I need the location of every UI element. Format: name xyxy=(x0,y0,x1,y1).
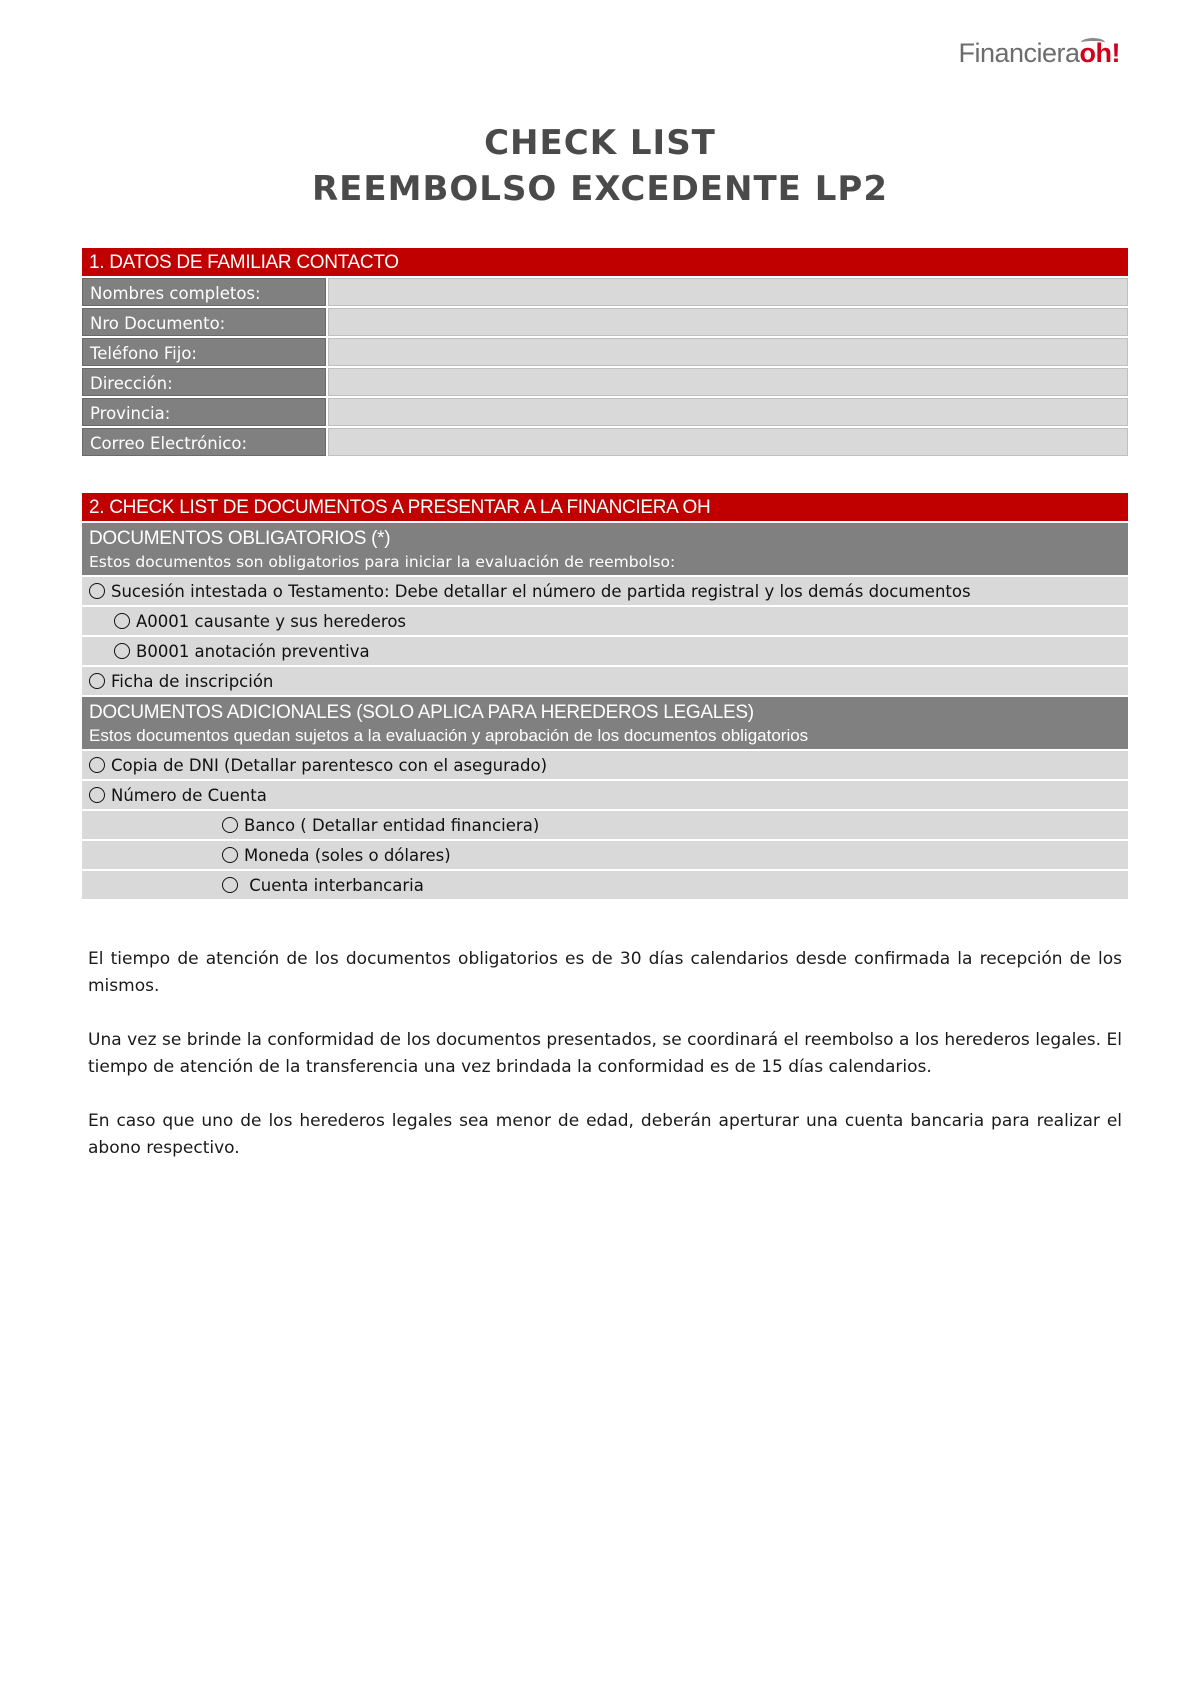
radio-icon[interactable] xyxy=(222,817,238,833)
radio-icon[interactable] xyxy=(89,787,105,803)
document-title xyxy=(0,120,1200,212)
radio-icon[interactable] xyxy=(114,643,130,659)
checklist-item-account-number[interactable] xyxy=(82,781,1128,809)
checklist-item-label: Número de Cuenta xyxy=(111,785,267,805)
checklist-item-label: Copia de DNI (Detallar parentesco con el asegurado) xyxy=(111,755,548,775)
checklist-item-dni[interactable] xyxy=(82,751,1128,779)
additional-documents-description: Estos documentos quedan sujetos a la evaluación y aprobación de los documentos obligatorios xyxy=(89,726,809,745)
field-row-landline xyxy=(82,338,1128,366)
field-label: Correo Electrónico: xyxy=(82,428,326,456)
checklist-item-currency[interactable] xyxy=(82,841,1128,869)
checklist-item-label: Banco ( Detallar entidad financiera) xyxy=(244,815,540,835)
email-field[interactable] xyxy=(328,428,1128,456)
additional-documents-title: DOCUMENTOS ADICIONALES (SOLO APLICA PARA HEREDEROS LEGALES) xyxy=(89,702,754,723)
logo-arc-icon xyxy=(1081,38,1105,47)
radio-icon[interactable] xyxy=(89,757,105,773)
note-minor-heirs: En caso que uno de los herederos legales sea menor de edad, deberán aperturar una cuenta bancaria para realizar el abono respectivo. xyxy=(88,1111,1122,1158)
checklist-item-label: Cuenta interbancaria xyxy=(244,875,424,895)
address-field[interactable] xyxy=(328,368,1128,396)
radio-icon[interactable] xyxy=(89,583,105,599)
section-1-heading: 1. DATOS DE FAMILIAR CONTACTO xyxy=(82,248,1128,276)
section-contact-data xyxy=(82,248,1128,456)
landline-field[interactable] xyxy=(328,338,1128,366)
mandatory-documents-title: DOCUMENTOS OBLIGATORIOS (*) xyxy=(89,528,391,549)
radio-icon[interactable] xyxy=(89,673,105,689)
logo-mark xyxy=(1080,38,1120,68)
additional-documents-header xyxy=(82,697,1128,749)
field-label: Dirección: xyxy=(82,368,326,396)
notes xyxy=(88,946,1122,1189)
checklist-item-ficha[interactable] xyxy=(82,667,1128,695)
logo-text: Financiera xyxy=(958,38,1080,68)
checklist-item-b0001[interactable] xyxy=(82,637,1128,665)
mandatory-documents-header xyxy=(82,523,1128,575)
radio-icon[interactable] xyxy=(222,877,238,893)
full-name-field[interactable] xyxy=(328,278,1128,306)
field-label: Provincia: xyxy=(82,398,326,426)
checklist-item-label: Sucesión intestada o Testamento: Debe detallar el número de partida registral y los demás documentos xyxy=(111,581,971,601)
financiera-oh-logo xyxy=(958,38,1120,74)
province-field[interactable] xyxy=(328,398,1128,426)
checklist-item-a0001[interactable] xyxy=(82,607,1128,635)
document-number-field[interactable] xyxy=(328,308,1128,336)
field-label: Nombres completos: xyxy=(82,278,326,306)
checklist-item-label: A0001 causante y sus herederos xyxy=(136,611,407,631)
checklist-item-bank[interactable] xyxy=(82,811,1128,839)
checklist-item-sucesion[interactable] xyxy=(82,577,1128,605)
checklist-item-label: Moneda (soles o dólares) xyxy=(244,845,451,865)
field-row-address xyxy=(82,368,1128,396)
checklist-item-interbank-account[interactable] xyxy=(82,871,1128,899)
logo-mark-text: oh! xyxy=(1079,38,1120,68)
checklist-item-label: Ficha de inscripción xyxy=(111,671,274,691)
title-line-2: REEMBOLSO EXCEDENTE LP2 xyxy=(312,169,888,209)
title-line-1: CHECK LIST xyxy=(484,123,716,163)
field-row-province xyxy=(82,398,1128,426)
field-row-document-number xyxy=(82,308,1128,336)
mandatory-documents-description: Estos documentos son obligatorios para iniciar la evaluación de reembolso: xyxy=(89,553,676,571)
field-row-email xyxy=(82,428,1128,456)
radio-icon[interactable] xyxy=(222,847,238,863)
field-label: Teléfono Fijo: xyxy=(82,338,326,366)
section-document-checklist xyxy=(82,493,1128,899)
note-transfer-time: Una vez se brinde la conformidad de los documentos presentados, se coordinará el reembolso a los herederos legales. El tiempo de atención de la transferencia una vez brindada la conformidad es de 15 días calendarios. xyxy=(88,1030,1122,1077)
checklist-item-label: B0001 anotación preventiva xyxy=(136,641,370,661)
field-row-full-name xyxy=(82,278,1128,306)
section-2-heading: 2. CHECK LIST DE DOCUMENTOS A PRESENTAR A LA FINANCIERA OH xyxy=(82,493,1128,521)
radio-icon[interactable] xyxy=(114,613,130,629)
field-label: Nro Documento: xyxy=(82,308,326,336)
note-attention-time: El tiempo de atención de los documentos obligatorios es de 30 días calendarios desde confirmada la recepción de los mismos. xyxy=(88,949,1122,996)
